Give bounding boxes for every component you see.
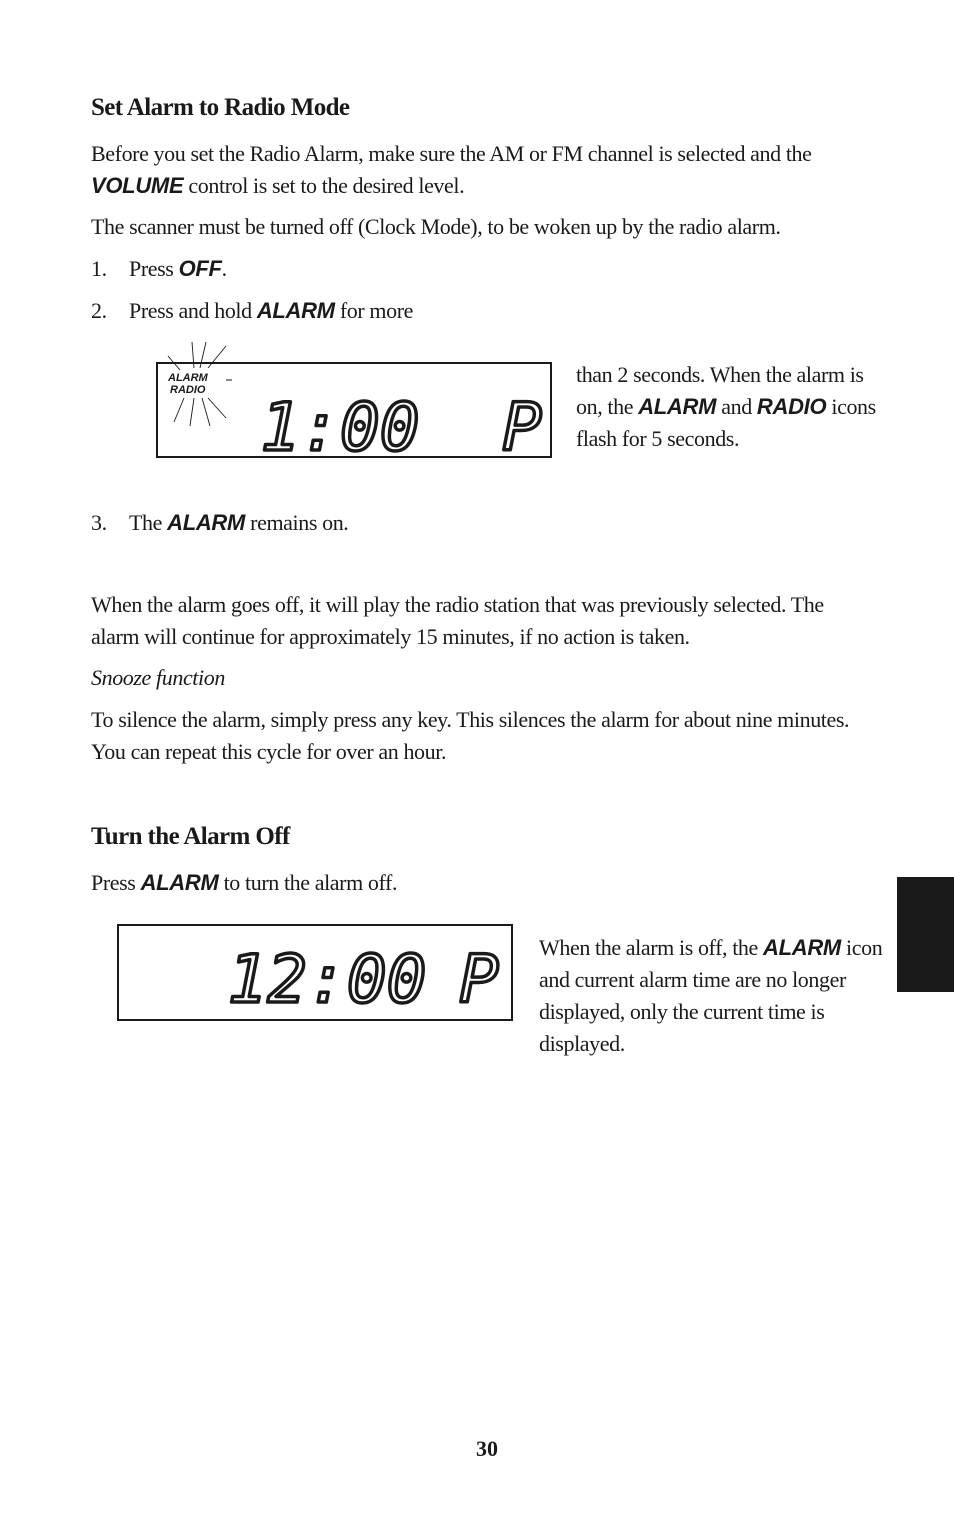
step-text: . <box>221 256 227 281</box>
step-3 <box>91 507 348 539</box>
lcd-ampm-indicator: P <box>459 941 499 1018</box>
section-heading-alarm-off: Turn the Alarm Off <box>91 823 290 850</box>
chapter-tab-marker <box>897 877 954 992</box>
step-text: for more <box>334 298 414 323</box>
intro-paragraph <box>91 138 871 202</box>
page-number: 30 <box>476 1436 498 1461</box>
step-1 <box>91 253 227 285</box>
intro-text-b: control is set to the desired level. <box>183 173 465 198</box>
alarm-key-label: ALARM <box>638 394 717 419</box>
step-2 <box>91 295 413 327</box>
step-text: to turn the alarm off. <box>218 870 398 895</box>
note-text: When the alarm is off, the <box>539 935 763 960</box>
step-number: 3. <box>91 510 107 535</box>
lcd-time-digits: 1:00 <box>260 389 420 465</box>
step-text: Press and hold <box>129 298 257 323</box>
snooze-paragraph: To silence the alarm, simply press any key. This silences the alarm for about nine minutes. You can repeat this cycle for over an hour. <box>91 707 850 764</box>
radio-key-label: RADIO <box>756 394 827 419</box>
alarm-key-label: ALARM <box>256 298 335 323</box>
alarm-off-note <box>539 932 884 1060</box>
step-text: Press <box>129 256 179 281</box>
lcd-display-alarm-on-art <box>150 340 560 465</box>
step-text: and <box>716 394 757 419</box>
lcd-ampm-indicator: P <box>502 389 542 465</box>
step-text: Press <box>91 870 141 895</box>
step-2-continued <box>576 359 876 455</box>
step-number: 2. <box>91 298 107 323</box>
alarm-goes-off-paragraph: When the alarm goes off, it will play the radio station that was previously selected. The alarm will continue for approximately 15 minutes, if no action is taken. <box>91 592 824 649</box>
alarm-indicator-icon: ALARM <box>168 372 208 384</box>
off-key-label: OFF <box>178 256 222 281</box>
alarm-key-label: ALARM <box>167 510 246 535</box>
alarm-key-label: ALARM <box>763 935 841 960</box>
step-text: icons flash for 5 seconds. <box>576 394 876 451</box>
step-text: remains on. <box>245 510 349 535</box>
press-alarm-instruction <box>91 867 397 899</box>
step-number: 1. <box>91 256 107 281</box>
section-heading-radio-mode: Set Alarm to Radio Mode <box>91 94 350 121</box>
lcd-display-alarm-off-art <box>117 924 513 1021</box>
note-text: icon and current alarm time are no longer displayed, only the current time is displayed. <box>539 935 883 1056</box>
intro-text-a: Before you set the Radio Alarm, make sure the AM or FM channel is selected and the <box>91 141 812 166</box>
lcd-time-digits: 12:00 <box>227 941 427 1018</box>
radio-indicator-icon: RADIO <box>170 384 206 396</box>
step-text: than 2 seconds. When the alarm is on, the <box>576 362 864 419</box>
step-text: The <box>129 510 168 535</box>
volume-key-label: VOLUME <box>91 173 184 198</box>
alarm-key-label: ALARM <box>140 870 219 895</box>
scanner-note: The scanner must be turned off (Clock Mode), to be woken up by the radio alarm. <box>91 214 781 239</box>
snooze-heading: Snooze function <box>91 665 225 690</box>
